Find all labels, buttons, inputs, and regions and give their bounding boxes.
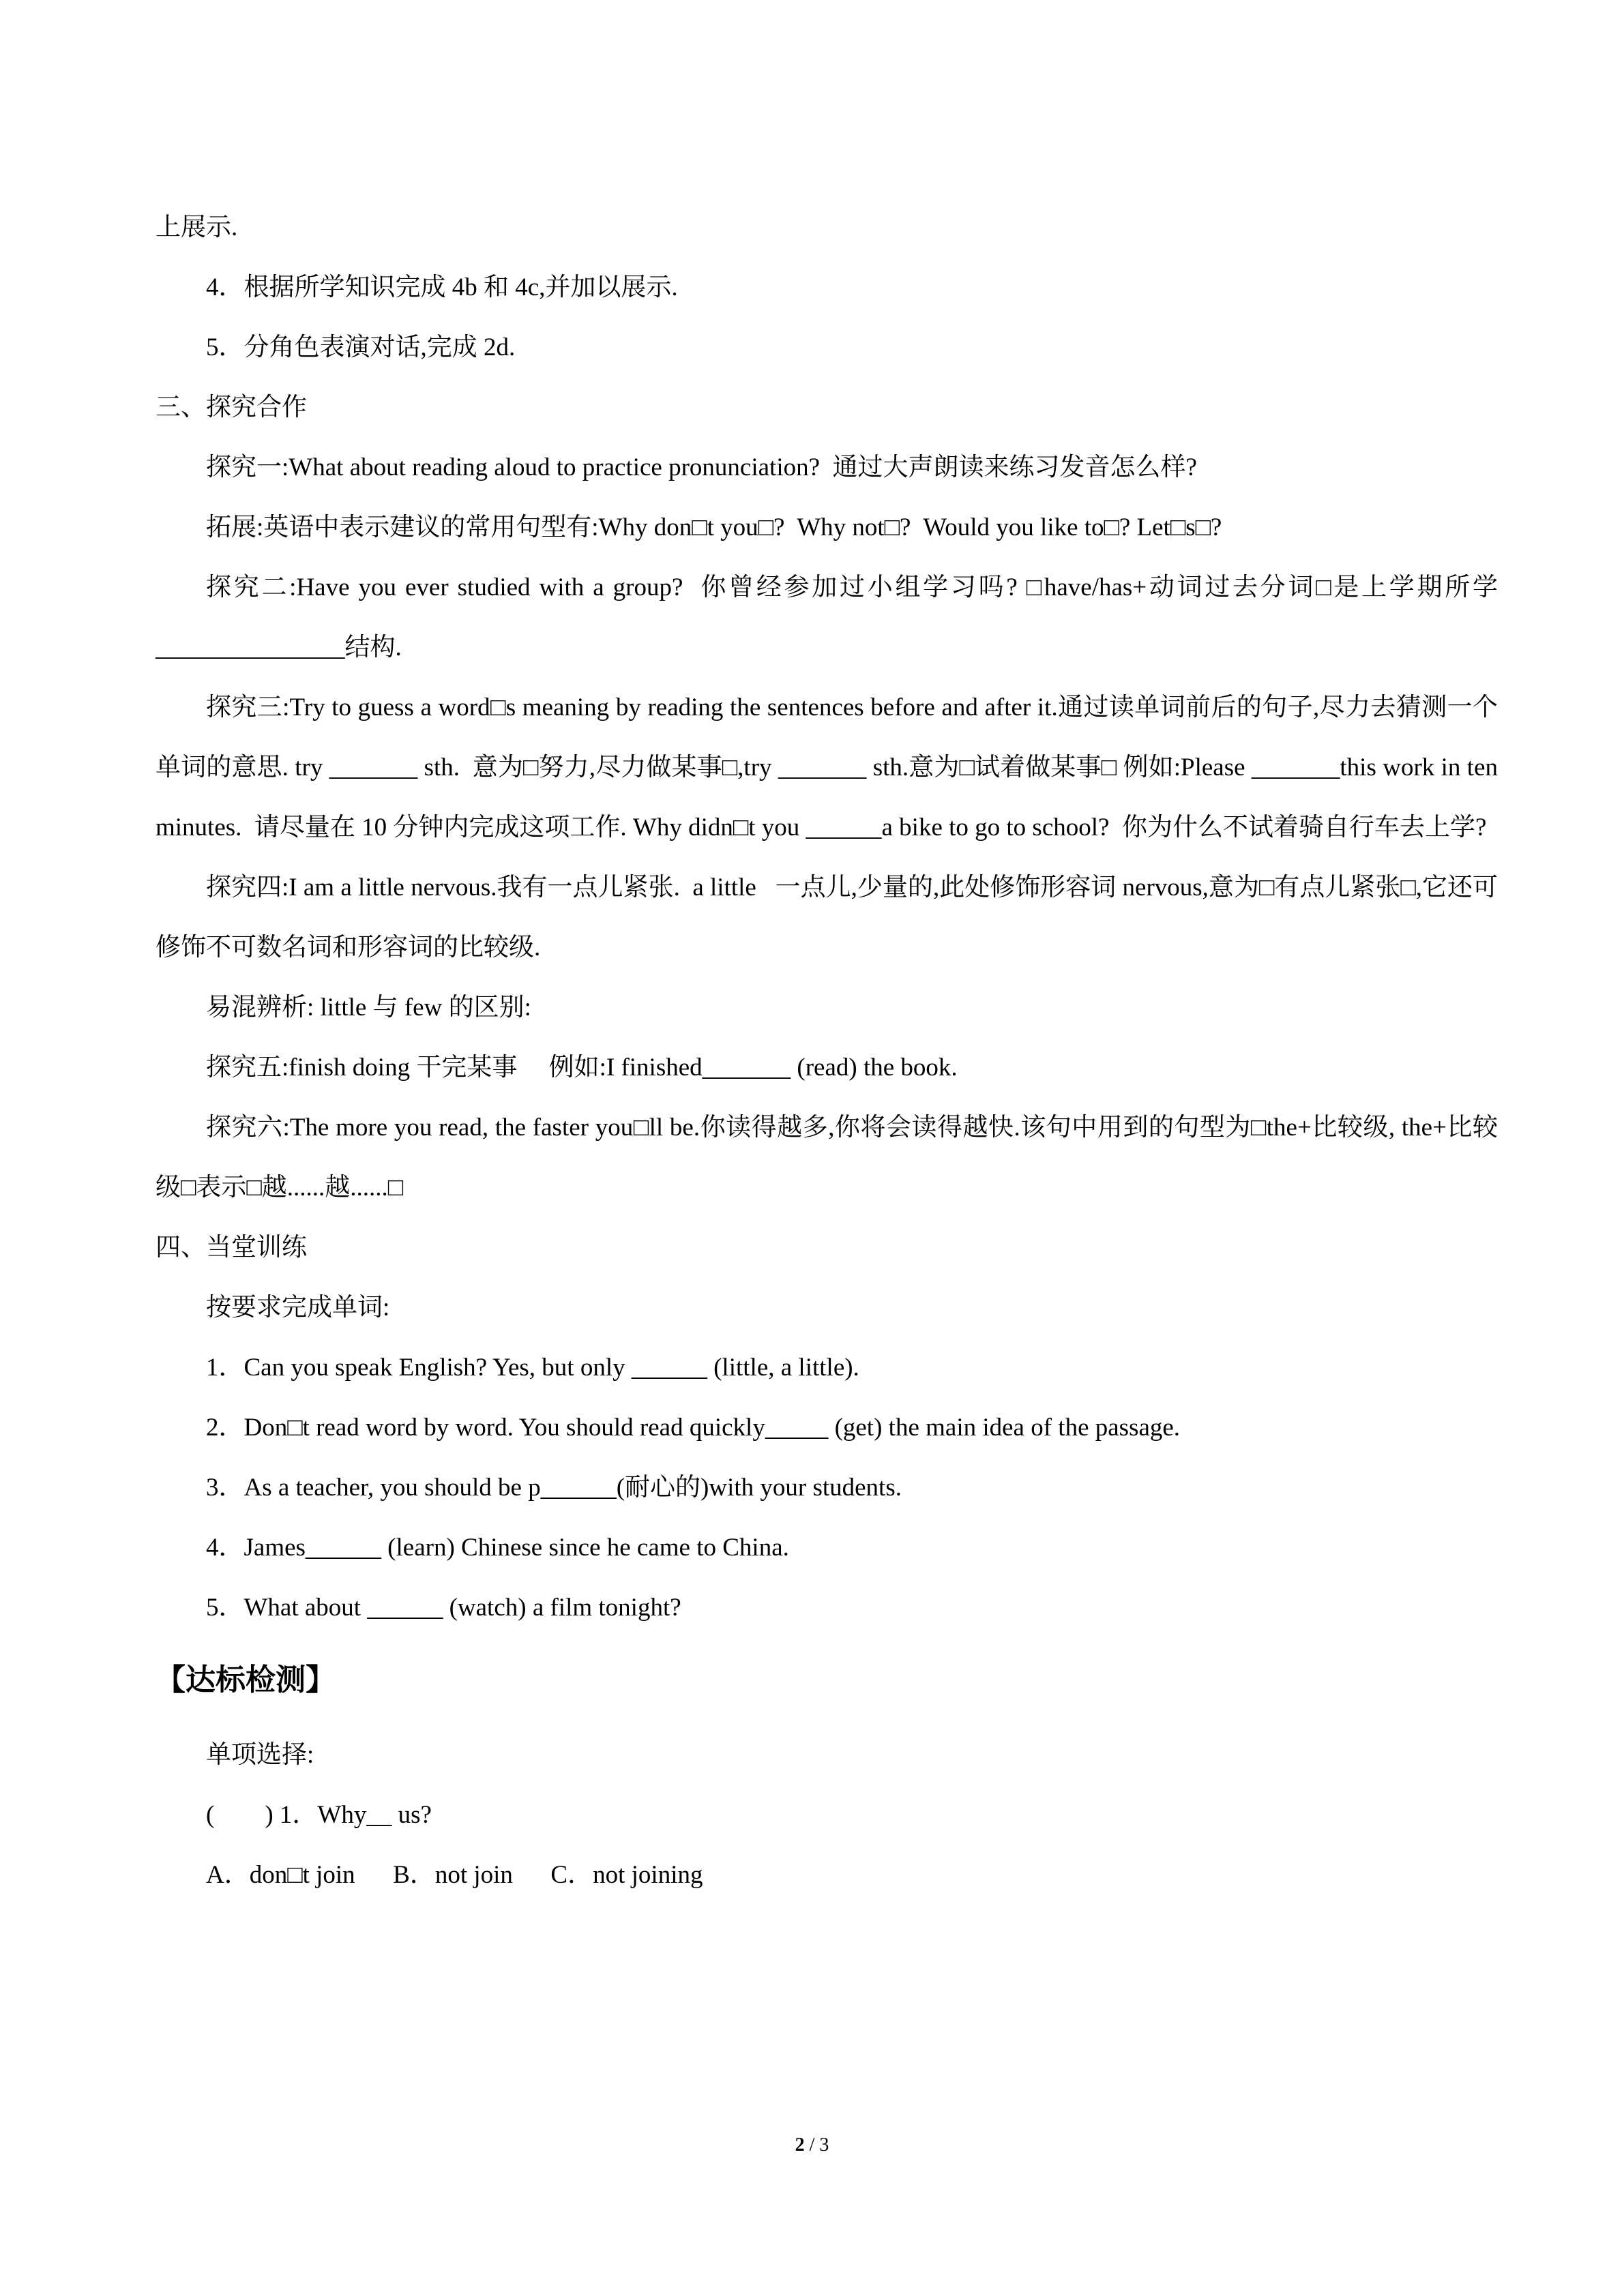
task-item-4: 4．根据所学知识完成 4b 和 4c,并加以展示.: [206, 273, 678, 301]
inquiry-3-paragraph: 探究三:Try to guess a word□s meaning by reading the sentences before and after it.通过读单词前后的句子,尽力去猜测一个单词的意思. try _______ sth. 意为□努力,尽力做某事□,try _______ sth.意为□试着做某事□ 例如:Please _______this work in ten minutes. 请尽量在 10 分钟内完成这项工作. Why didn□t you ______a bike to go to school? 你为什么不试着骑自行车去上学?: [156, 694, 1505, 841]
page-number-separator: /: [804, 2134, 820, 2156]
inquiry-4-paragraph: 探究四:I am a little nervous.我有一点儿紧张. a little 一点儿,少量的,此处修饰形容词 nervous,意为□有点儿紧张□,它还可修饰不可数名词和形容词的比较级.: [156, 874, 1498, 961]
extension-paragraph: 拓展:英语中表示建议的常用句型有:Why don□t you□? Why not□? Would you like to□? Let□s□?: [206, 513, 1222, 541]
training-instruction: 按要求完成单词:: [206, 1294, 390, 1322]
page-footer: [0, 2134, 1624, 2156]
exercise-item-3: 3．As a teacher, you should be p______(耐心的)with your students.: [206, 1474, 902, 1502]
section-heading-explore: 三、探究合作: [156, 393, 307, 421]
section-heading-training: 四、当堂训练: [156, 1234, 307, 1262]
assessment-heading: 【达标检测】: [156, 1663, 336, 1697]
task-item-5: 5．分角色表演对话,完成 2d.: [206, 333, 516, 361]
discrimination-note: 易混辨析: little 与 few 的区别:: [206, 994, 531, 1022]
total-page-count: 3: [819, 2134, 829, 2156]
inquiry-5-paragraph: 探究五:finish doing 干完某事 例如:I finished_______ (read) the book.: [206, 1054, 958, 1082]
exercise-item-1: 1．Can you speak English? Yes, but only ______ (little, a little).: [206, 1354, 859, 1382]
choice-options-1: A．don□t join B．not join C．not joining: [206, 1861, 703, 1889]
current-page-number: 2: [795, 2134, 805, 2156]
document-body: [156, 198, 1505, 1905]
continuation-line: 上展示.: [156, 213, 238, 241]
inquiry-6-paragraph: 探究六:The more you read, the faster you□ll be.你读得越多,你将会读得越快.该句中用到的句型为□the+比较级, the+比较级□表示□越......越......□: [156, 1114, 1498, 1202]
exercise-item-2: 2．Don□t read word by word. You should read quickly_____ (get) the main idea of the passage.: [206, 1414, 1181, 1442]
multiple-choice-label: 单项选择:: [206, 1741, 314, 1769]
inquiry-2-paragraph: 探究二:Have you ever studied with a group? 你曾经参加过小组学习吗? □have/has+动词过去分词□是上学期所学_______________结构.: [156, 573, 1498, 661]
exercise-item-5: 5．What about ______ (watch) a film tonight?: [206, 1594, 681, 1622]
inquiry-1-paragraph: 探究一:What about reading aloud to practice pronunciation? 通过大声朗读来练习发音怎么样?: [206, 453, 1197, 481]
choice-question-1: ( ) 1．Why__ us?: [206, 1801, 432, 1829]
exercise-item-4: 4．James______ (learn) Chinese since he came to China.: [206, 1534, 789, 1562]
